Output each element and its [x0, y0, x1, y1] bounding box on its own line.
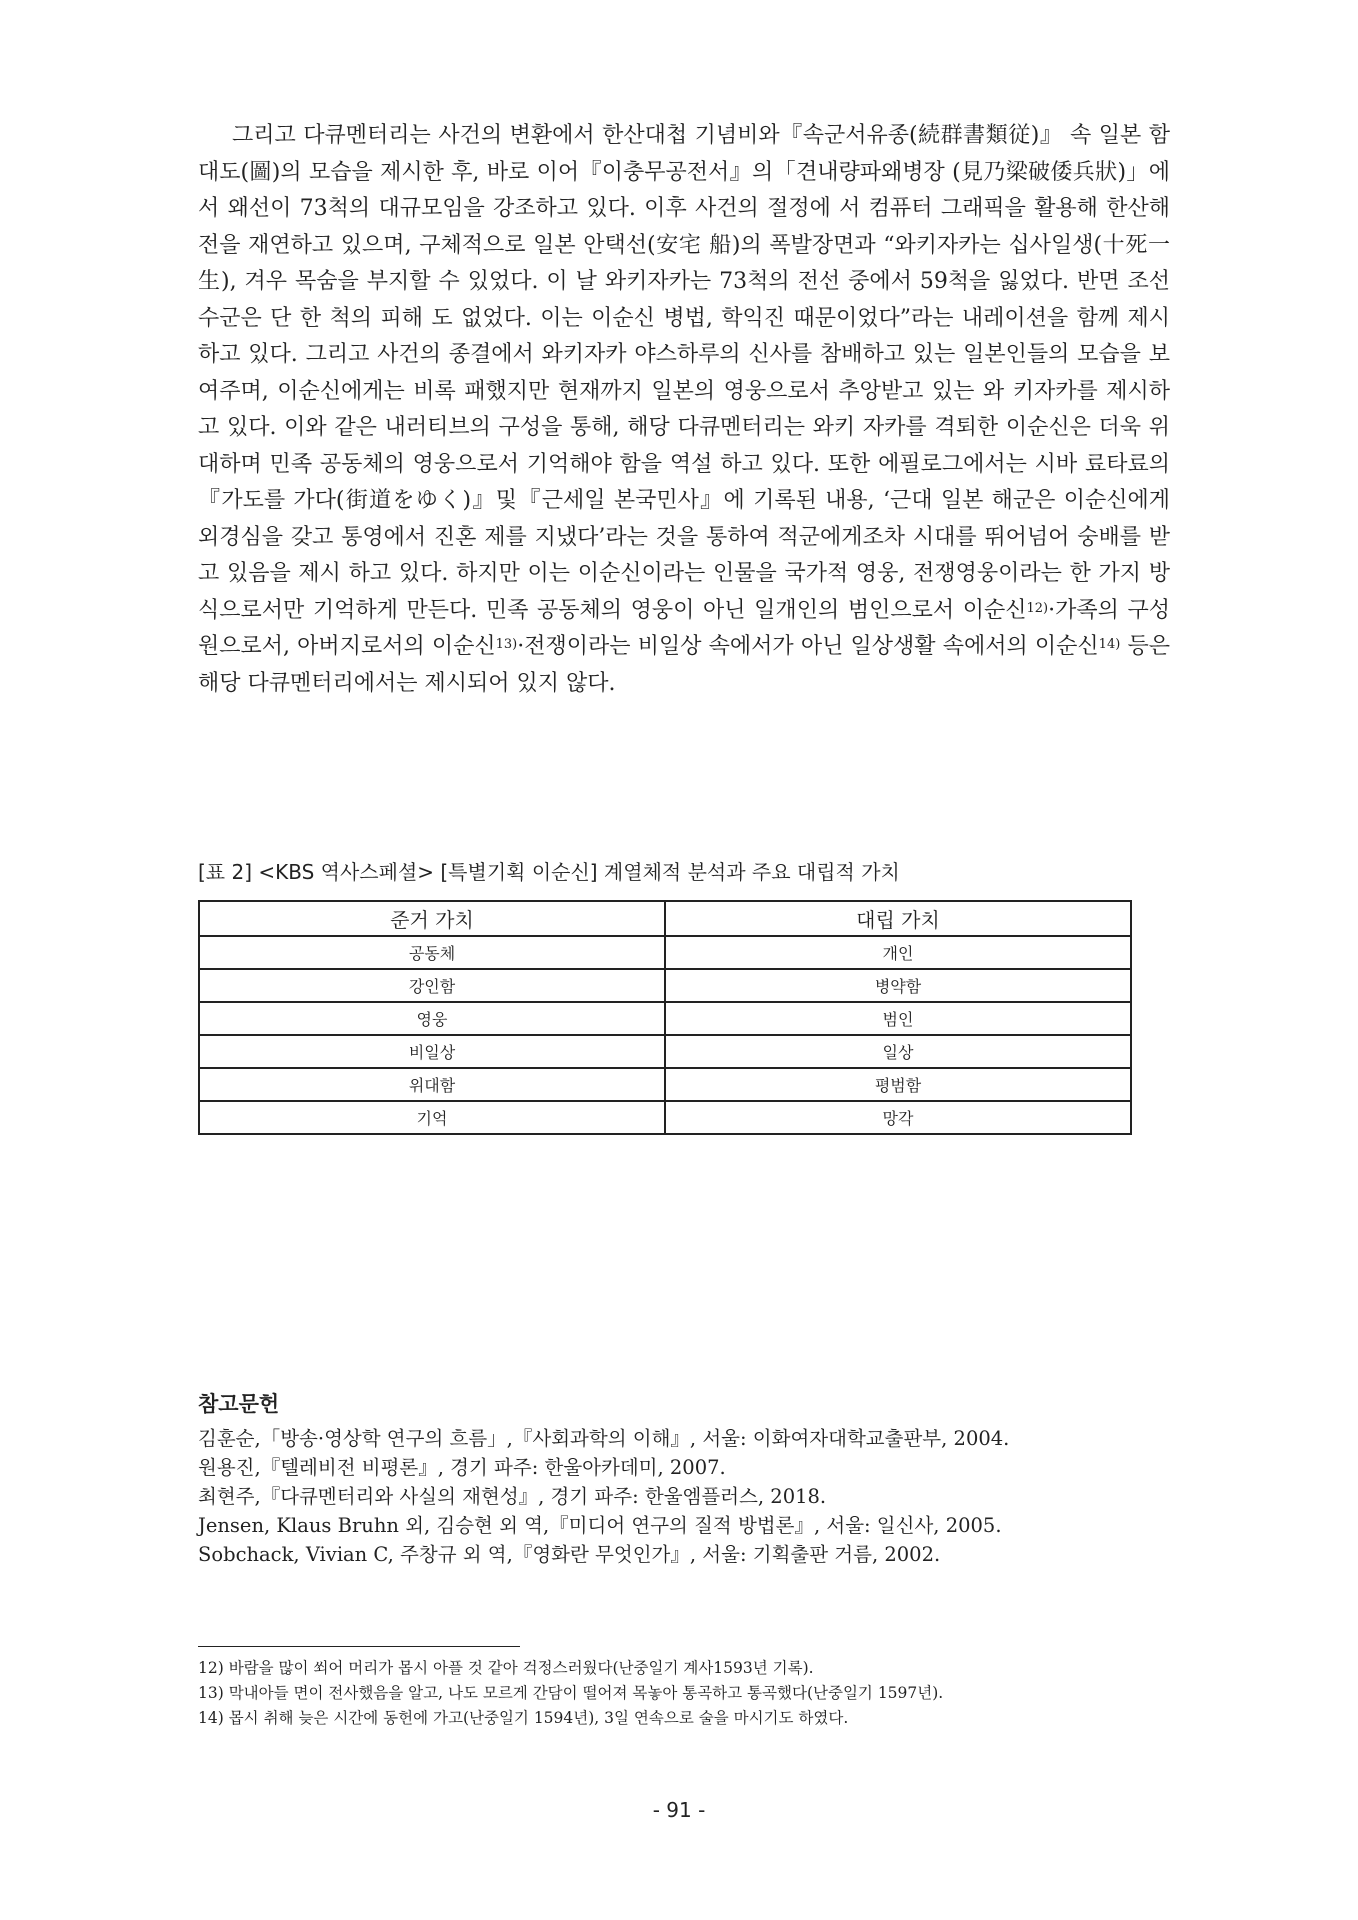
- values-table: [198, 900, 1132, 1135]
- table-cell: 위대함: [199, 1068, 665, 1101]
- table-cell: 망각: [665, 1101, 1131, 1134]
- table-cell: 비일상: [199, 1035, 665, 1068]
- reference-item: 최현주,『다큐멘터리와 사실의 재현성』, 경기 파주: 한울엠플러스, 2018.: [198, 1485, 827, 1508]
- body-line: 자카를 격퇴한 이순신은 더욱 위대하며 민족 공동체의 영웅으로서 기억해야 함을 역설: [198, 415, 1171, 477]
- footnote-item: 12) 바람을 많이 쐬어 머리가 몹시 아플 것 같아 걱정스러웠다(난중일기 계사1593년 기록).: [198, 1659, 814, 1677]
- reference-item: Sobchack, Vivian C, 주창규 외 역,『영화란 무엇인가』, 서울: 기획출판 거름, 2002.: [198, 1543, 941, 1566]
- table-row: [199, 1101, 1131, 1134]
- table-cell: 개인: [665, 936, 1131, 969]
- references-heading: 참고문헌: [198, 1392, 280, 1416]
- body-line: 그리고 사건의 종결에서 와키자카 야스하루의 신사를 참배하고 있는 일본인들의 모습을: [305, 342, 1141, 367]
- reference-item: 원용진,『텔레비전 비평론』, 경기 파주: 한울아카데미, 2007.: [198, 1456, 726, 1479]
- table-cell: 공동체: [199, 936, 665, 969]
- footnote-ref-13[interactable]: 13): [495, 637, 518, 652]
- reference-item: 김훈순,「방송·영상학 연구의 흐름」,『사회과학의 이해』, 서울: 이화여자대학교출판부, 2004.: [198, 1427, 1010, 1450]
- table-caption: [표 2] <KBS 역사스페셜> [특별기획 이순신] 계열체적 분석과 주요 대립적 가치: [198, 860, 900, 884]
- table-row: [199, 1002, 1131, 1035]
- footnote-item: 13) 막내아들 면이 전사했음을 알고, 나도 모르게 간담이 떨어져 목놓아 통곡하고 통곡했다(난중일기 1597년).: [198, 1684, 944, 1702]
- table-row: [199, 1035, 1131, 1068]
- body-line: 날 와키자카는 73척의 전선 중에서 59척을 잃었다. 반면 조선 수군은 단 한 척의 피해: [198, 269, 1170, 331]
- body-line: (見乃梁破倭兵狀)」에서 왜선이 73척의 대규모임을 강조하고 있다. 이후 사건의 절정에: [198, 159, 1170, 221]
- table-row: [199, 1068, 1131, 1101]
- body-line-fragment: ·전쟁이라는 비일상 속에서가 아닌: [517, 634, 844, 659]
- body-paragraph: [198, 118, 1170, 702]
- body-line: 하고 있다. 또한 에필로그에서는 시바 료타료의『가도를 가다(街道をゆく)』및『근세일: [198, 451, 1170, 513]
- table-cell: 병약함: [665, 969, 1131, 1002]
- table-header-cell: 준거 가치: [199, 901, 665, 936]
- table-cell: 일상: [665, 1035, 1131, 1068]
- body-line: 그리고 다큐멘터리는 사건의 변환에서 한산대첩 기념비와『속군서유종(続群書類従)』: [232, 123, 1063, 148]
- body-line: 보여주며, 이순신에게는 비록 패했지만 현재까지 일본의 영웅으로서 추앙받고 있는 와: [198, 342, 1171, 404]
- body-line: 서 컴퓨터 그래픽을 활용해 한산해전을 재연하고 있으며, 구체적으로 일본 안택선(安宅: [198, 196, 1170, 258]
- body-line: 도 없었다. 이는 이순신 병법, 학익진 때문이었다”라는 내레이션을 함께 제시하고 있다.: [198, 305, 1171, 367]
- footnote-ref-14[interactable]: 14): [1098, 637, 1121, 652]
- body-line: 제를 지냈다’라는 것을 통하여 적군에게조차 시대를 뛰어넘어 숭배를 받고 있음을 제시: [198, 524, 1171, 586]
- page-number: - 91 -: [652, 1798, 706, 1822]
- body-line: 속 일본 함대도(圖)의 모습을 제시한 후, 바로 이어『이충무공전서』의「견내량파왜병장: [198, 123, 1170, 185]
- table-cell: 평범함: [665, 1068, 1131, 1101]
- body-line: 식으로서만 기억하게 만든다. 민족 공동체의 영웅이 아닌 일개인의 범인으로서 이순: [198, 597, 1006, 623]
- table-row: [199, 969, 1131, 1002]
- body-line-fragment: ·가족의 구성원으로서, 아버지로서의 이순신: [198, 597, 1170, 659]
- table-cell: 영웅: [199, 1002, 665, 1035]
- footnotes-list: [198, 1656, 1178, 1731]
- body-line-fragment: 등은 해당 다큐멘터리에서는 제시되어 있지 않다.: [198, 634, 1170, 696]
- table-cell: 범인: [665, 1002, 1131, 1035]
- body-line-fragment: 일상생활 속에서의 이순신: [850, 634, 1099, 659]
- body-line: 키자카를 제시하고 있다. 이와 같은 내러티브의 구성을 통해, 해당 다큐멘터리는 와키: [198, 378, 1170, 440]
- footnote-ref-12[interactable]: 12): [1026, 600, 1049, 616]
- footnote-divider: [198, 1646, 520, 1647]
- body-line: 船)의 폭발장면과 “와키자카는 십사일생(十死一生), 겨우 목숨을 부지할 수 있었다. 이: [198, 232, 1170, 294]
- body-line: 본국민사』에 기록된 내용, ‘근대 일본 해군은 이순신에게 외경심을 갖고 통영에서 진혼: [198, 488, 1170, 550]
- table-cell: 기억: [199, 1101, 665, 1134]
- body-line-fragment: 신: [1005, 597, 1027, 623]
- table-row: [199, 936, 1131, 969]
- table-cell: 강인함: [199, 969, 665, 1002]
- body-line: 하고 있다. 하지만 이는 이순신이라는 인물을 국가적 영웅, 전쟁영웅이라는 한 가지 방: [348, 561, 1171, 586]
- table-header-row: [199, 901, 1131, 936]
- footnote-item: 14) 몹시 취해 늦은 시간에 동헌에 가고(난중일기 1594년), 3일 연속으로 술을 마시기도 하였다.: [198, 1709, 849, 1727]
- reference-item: Jensen, Klaus Bruhn 외, 김승현 외 역,『미디어 연구의 질적 방법론』, 서울: 일신사, 2005.: [198, 1514, 1002, 1537]
- table-header-cell: 대립 가치: [665, 901, 1131, 936]
- references-list: [198, 1424, 1178, 1569]
